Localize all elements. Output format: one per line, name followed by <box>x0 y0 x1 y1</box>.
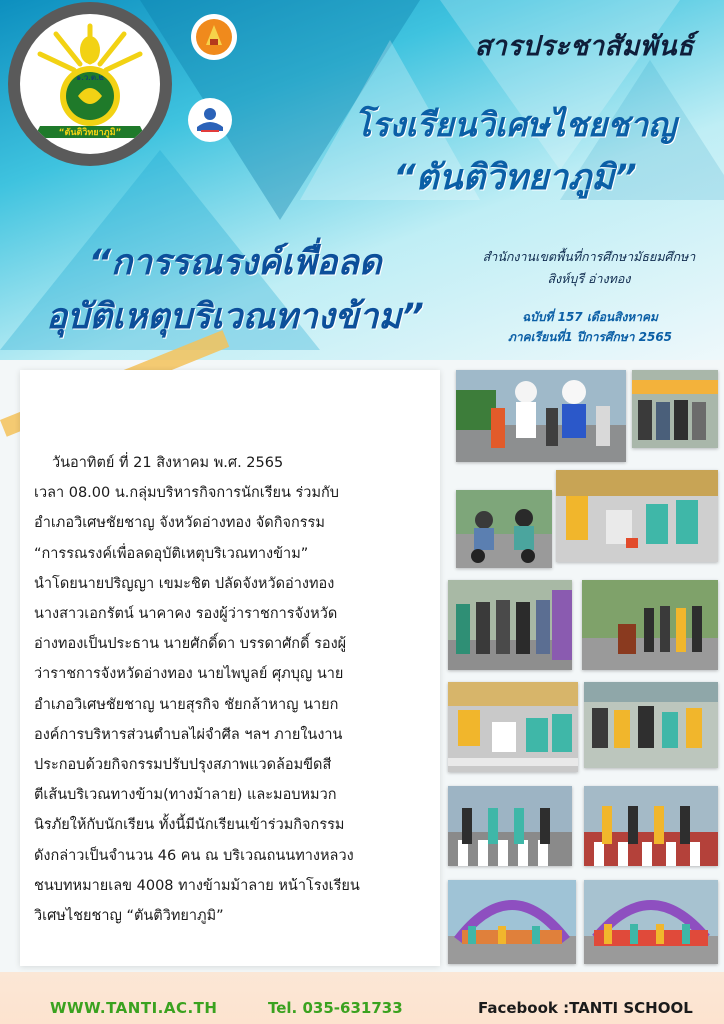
photo-painting-road <box>556 470 718 562</box>
article-line: ตีเส้นบริเวณทางข้าม(ทางม้าลาย) และมอบหมวก <box>34 787 337 804</box>
photo-arch-1 <box>448 880 576 964</box>
article-text <box>34 448 438 931</box>
office-emblem-icon <box>188 98 232 142</box>
article-line: เวลา 08.00 น.กลุ่มบริหารกิจการนักเรียน ร่วมกับ <box>34 485 339 502</box>
photo-officials-seated <box>632 370 718 448</box>
article-line: อ่างทองเป็นประธาน นายศักดิ์ดา บรรดาศักดิ์ รองผู้ <box>34 636 347 653</box>
footer-facebook-link[interactable]: Facebook :TANTI SCHOOL <box>478 999 693 1017</box>
svg-text:๑.ว.ต.๒: ๑.ว.ต.๒ <box>76 73 104 82</box>
article-line: ประกอบด้วยกิจกรรมปรับปรุงสภาพแวดล้อมขีดสี <box>34 757 332 774</box>
photo-group-standing <box>448 580 572 670</box>
school-subname: “ตันติวิทยาภูมิ” <box>393 158 637 198</box>
photo-crowd-painting <box>584 682 718 768</box>
article-line: นางสาวเอกรัตน์ นาคาคง รองผู้ว่าราชการจังหวัด <box>34 606 338 623</box>
photo-students-painting <box>448 682 578 772</box>
photo-podium <box>582 580 718 670</box>
footer <box>0 972 724 1024</box>
school-emblem-icon <box>20 14 160 154</box>
article-line: นิรภัยให้กับนักเรียน ทั้งนี้มีนักเรียนเข้าร่วมกิจกรรม <box>34 817 345 834</box>
headline-line-2: อุบัติเหตุบริเวณทางข้าม” <box>46 297 424 337</box>
issue-line-1: ฉบับที่ 157 เดือนสิงหาคม <box>522 310 658 324</box>
article-line: องค์การบริหารส่วนตำบลไผ่จำศีล ฯลฯ ภายในงาน <box>34 726 343 743</box>
article-line: อำเภอวิเศษชัยชาญ นายสุรกิจ ชัยกล้าหาญ นายก <box>34 696 339 713</box>
school-logo <box>8 2 172 166</box>
article-line: วันอาทิตย์ ที่ 21 สิงหาคม พ.ศ. 2565 <box>52 455 284 471</box>
footer-phone: Tel. 035-631733 <box>268 999 403 1017</box>
school-name: โรงเรียนวิเศษไชยชาญ <box>353 105 677 144</box>
education-office <box>458 246 720 290</box>
newsletter-title: สารประชาสัมพันธ์ <box>474 31 694 62</box>
photo-motorcycles <box>456 490 552 568</box>
photo-crosswalk-1 <box>448 786 572 866</box>
article-line: “การรณรงค์เพื่อลดอุบัติเหตุบริเวณทางข้าม” <box>34 545 309 562</box>
article-line: อำเภอวิเศษชัยชาญ จังหวัดอ่างทอง จัดกิจกรรม <box>34 515 325 532</box>
headline <box>0 236 470 344</box>
issue-info <box>480 307 700 347</box>
article-line: วิเศษไชยชาญ “ตันติวิทยาภูมิ” <box>34 908 224 925</box>
article-line: ชนบทหมายเลข 4008 ทางข้ามม้าลาย หน้าโรงเรียน <box>34 877 360 894</box>
footer-website-link[interactable]: WWW.TANTI.AC.TH <box>50 999 218 1017</box>
photo-crosswalk-2 <box>584 786 718 866</box>
ministry-emblem-icon <box>191 14 237 60</box>
headline-line-1: “การรณรงค์เพื่อลด <box>88 243 382 283</box>
office-line-2: สิงห์บุรี อ่างทอง <box>547 271 631 286</box>
photo-arch-2 <box>584 880 718 964</box>
photo-mascots <box>456 370 626 462</box>
issue-line-2: ภาคเรียนที่1 ปีการศึกษา 2565 <box>507 330 673 344</box>
article-line: ดังกล่าวเป็นจำนวน 46 คน ณ บริเวณถนนทางหลวง <box>34 847 354 864</box>
article-line: ว่าราชการจังหวัดอ่างทอง นายไพบูลย์ ศุภบุญ นาย <box>34 666 344 683</box>
article-line: นำโดยนายปริญญา เขมะชิต ปลัดจังหวัดอ่างทอง <box>34 575 335 592</box>
svg-text:“ตันติวิทยาภูมิ”: “ตันติวิทยาภูมิ” <box>58 128 122 138</box>
office-line-1: สำนักงานเขตพื้นที่การศึกษามัธยมศึกษา <box>482 249 696 264</box>
